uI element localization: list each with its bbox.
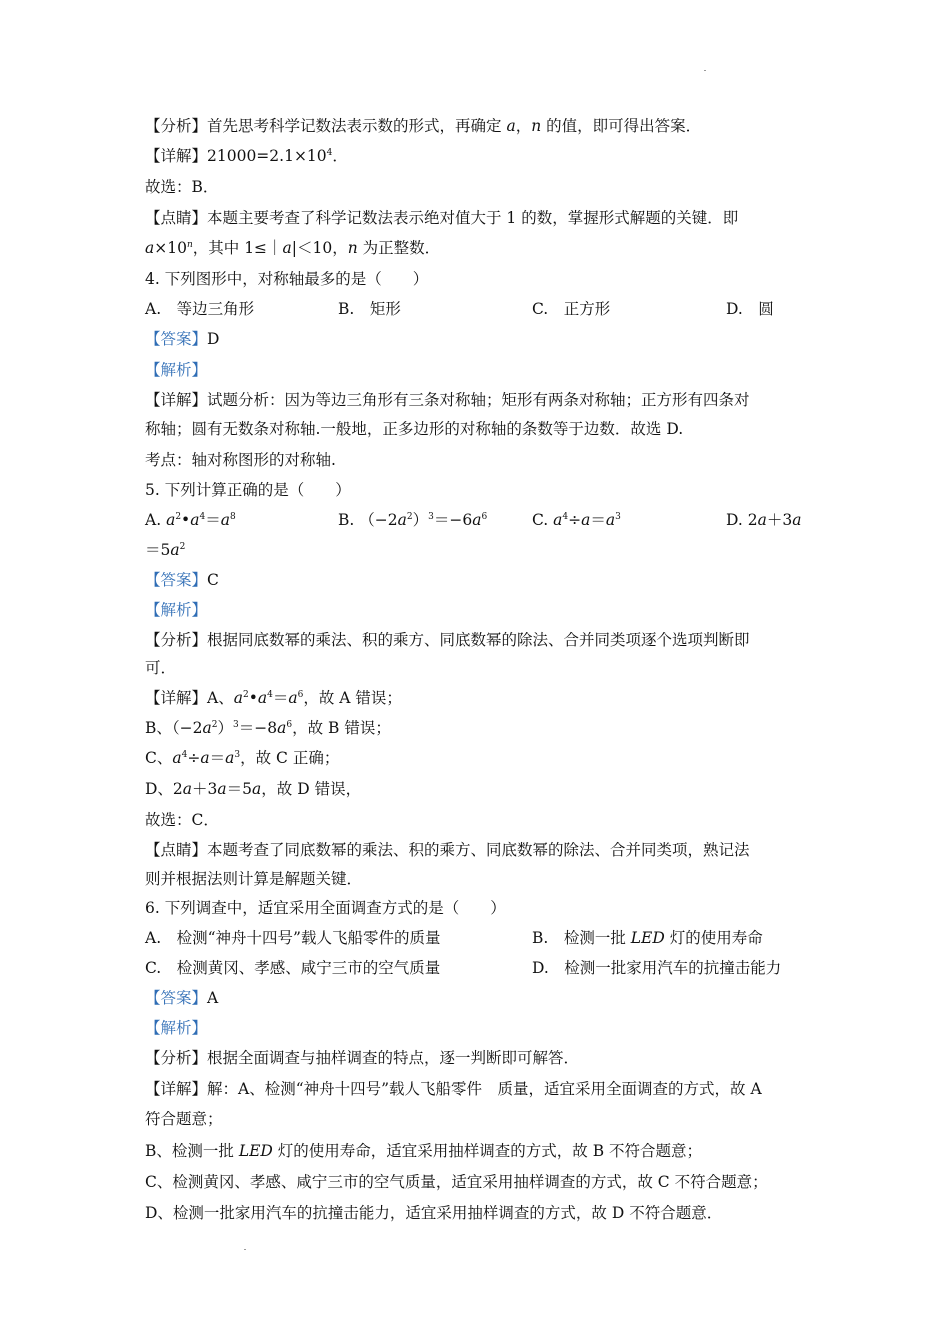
superscript: 3 [615, 512, 621, 522]
text: C. [532, 511, 554, 529]
text: ×10 [154, 239, 187, 257]
detail-b [145, 1140, 702, 1162]
superscript: 3 [234, 750, 241, 760]
answer-line [145, 569, 219, 591]
text: |＜10， [291, 239, 348, 257]
var: n [531, 117, 542, 135]
text: D. 2 [726, 511, 758, 529]
text: • [181, 511, 191, 529]
text: ． [332, 147, 348, 165]
text: • [248, 689, 258, 707]
answer-choice-line: 故选：C． [145, 811, 219, 829]
comment-line-2: 则并根据法则计算是解题关键． [145, 870, 363, 888]
text: 【分析】首先思考科学记数法表示数的形式，再确定 [145, 117, 507, 135]
detail-d: D、检测一批家用汽车的抗撞击能力，适宜采用抽样调查的方式，故 D 不符合题意． [145, 1204, 723, 1222]
detail-b [145, 717, 391, 739]
text: ） [217, 719, 233, 737]
q4-option-a: A. 等边三角形 [145, 300, 255, 318]
detail-line [145, 145, 348, 167]
analysis-line: 【分析】根据同底数幂的乘法、积的乘方、同底数幂的除法、合并同类项逐个选项判断即 [145, 631, 750, 649]
q6-option-d: D. 检测一批家用汽车的抗撞击能力 [532, 959, 782, 977]
detail-c: C、检测黄冈、孝感、咸宁三市的空气质量，适宜采用抽样调查的方式，故 C 不符合题意； [145, 1173, 768, 1191]
var: a [506, 117, 516, 135]
var: a [792, 511, 802, 529]
superscript: 2 [179, 542, 186, 552]
explanation-tag: 【解析】 [145, 361, 208, 379]
superscript: 4 [199, 512, 206, 522]
var: a [257, 689, 268, 707]
explanation-tag: 【解析】 [145, 601, 208, 619]
detail-line-2: 符合题意； [145, 1110, 223, 1128]
superscript: 8 [229, 512, 236, 522]
answer-tag: 【答案】 [145, 571, 208, 589]
question-5: 5. 下列计算正确的是（ ） [145, 481, 351, 499]
var: a [220, 511, 230, 529]
text: ，故 D 错误， [261, 780, 362, 798]
q4-option-c: C. 正方形 [532, 300, 611, 318]
key-point-line: 考点：轴对称图形的对称轴. [145, 451, 336, 469]
text: 的值，即可得出答案． [541, 117, 702, 135]
var: a [277, 719, 287, 737]
superscript: n [186, 240, 193, 250]
text: ＋3 [192, 780, 218, 798]
text: ÷ [187, 749, 201, 767]
text: ÷ [568, 511, 582, 529]
q4-option-d: D. 圆 [726, 300, 774, 318]
text: ＝ [209, 749, 226, 767]
text: 【详解】A、 [145, 689, 234, 707]
superscript: 4 [326, 148, 333, 158]
comment-line: 【点睛】本题主要考查了科学记数法表示绝对值大于 1 的数，掌握形式解题的关键．即 [145, 209, 739, 227]
text: A. [145, 511, 167, 529]
var: a [233, 689, 243, 707]
detail-line: 【详解】解：A、检测“神舟十四号”载人飞船零件 质量，适宜采用全面调查的方式，故 A [145, 1080, 762, 1098]
text: ＝5 [145, 541, 171, 559]
superscript: 2 [242, 690, 249, 700]
var: a [202, 719, 212, 737]
analysis-line [145, 115, 701, 137]
var: a [472, 511, 482, 529]
text: ，故 C 正确； [240, 749, 340, 767]
q5-option-d [726, 509, 801, 531]
text: B. （−2 [338, 511, 398, 529]
answer-tag: 【答案】 [145, 989, 208, 1007]
superscript: 3 [233, 720, 239, 730]
superscript: 4 [562, 512, 569, 522]
answer-choice-line: 故选：B． [145, 178, 219, 196]
var: LED [238, 1142, 273, 1160]
var: a [605, 511, 616, 529]
q5-option-c [532, 509, 621, 531]
question-6: 6. 下列调查中，适宜采用全面调查方式的是（ ） [145, 899, 506, 917]
text: 【详解】21000=2.1×10 [145, 147, 327, 165]
q6-option-b [532, 927, 763, 949]
var: a [581, 511, 591, 529]
q4-option-b: B. 矩形 [338, 300, 401, 318]
answer-value: A [207, 989, 219, 1007]
superscript: 2 [406, 512, 413, 522]
superscript: 4 [181, 750, 188, 760]
comment-line-2 [145, 237, 440, 259]
superscript: 6 [297, 690, 304, 700]
var: a [182, 780, 193, 798]
q5-option-b [338, 509, 487, 531]
detail-c [145, 747, 339, 769]
var: a [217, 780, 227, 798]
text: ＋3 [766, 511, 793, 529]
text: ， [515, 117, 532, 135]
var: n [347, 239, 358, 257]
q6-option-c: C. 检测黄冈、孝感、咸宁三市的空气质量 [145, 959, 441, 977]
var: LED [630, 929, 665, 947]
explanation-tag: 【解析】 [145, 1019, 208, 1037]
detail-line: 【详解】试题分析：因为等边三角形有三条对称轴；矩形有两条对称轴；正方形有四条对 [145, 391, 750, 409]
var: a [288, 689, 298, 707]
superscript: 6 [286, 720, 293, 730]
text: ，其中 1≤｜ [192, 239, 283, 257]
var: a [200, 749, 210, 767]
text: ＝−8 [238, 719, 278, 737]
text: ） [412, 511, 429, 529]
q5-option-d-continued [145, 539, 185, 561]
detail-a [145, 687, 402, 709]
superscript: 6 [481, 512, 488, 522]
analysis-line-2: 可． [145, 659, 177, 677]
superscript: 2 [211, 720, 218, 730]
var: a [553, 511, 563, 529]
detail-d [145, 778, 361, 800]
text: D、2 [145, 780, 183, 798]
text: ＝−6 [433, 511, 473, 529]
var: a [166, 511, 176, 529]
text: ＝5 [226, 780, 253, 798]
comment-line: 【点睛】本题考查了同底数幂的乘法、积的乘方、同底数幂的除法、合并同类项，熟记法 [145, 841, 750, 859]
text: ，故 A 错误； [303, 689, 402, 707]
answer-line [145, 328, 219, 350]
var: a [397, 511, 407, 529]
text: ＝ [590, 511, 606, 529]
answer-tag: 【答案】 [145, 330, 208, 348]
var: a [190, 511, 200, 529]
var: a [145, 239, 155, 257]
text: ＝ [272, 689, 289, 707]
text: ＝ [205, 511, 221, 529]
answer-line [145, 987, 218, 1009]
var: a [170, 541, 180, 559]
var: a [172, 749, 182, 767]
text: 为正整数． [357, 239, 441, 257]
text: ，故 B 错误； [292, 719, 391, 737]
var: a [757, 511, 767, 529]
var: a [282, 239, 292, 257]
q5-option-a [145, 509, 236, 531]
superscript: 3 [428, 512, 434, 522]
text: B、检测一批 [145, 1142, 239, 1160]
q6-option-a: A. 检测“神舟十四号”载人飞船零件的质量 [145, 929, 441, 947]
page-mark [244, 1249, 246, 1250]
answer-value: C [207, 571, 219, 589]
var: a [252, 780, 262, 798]
text: 灯的使用寿命 [664, 929, 763, 947]
detail-line-2: 称轴；圆有无数条对称轴.一般地，正多边形的对称轴的条数等于边数．故选 D. [145, 420, 684, 438]
text: B. 检测一批 [532, 929, 631, 947]
answer-value: D [207, 330, 220, 348]
question-4: 4. 下列图形中，对称轴最多的是（ ） [145, 270, 429, 288]
analysis-line: 【分析】根据全面调查与抽样调查的特点，逐一判断即可解答． [145, 1049, 580, 1067]
page-mark [704, 70, 706, 71]
var: a [225, 749, 235, 767]
text: B、（−2 [145, 719, 203, 737]
superscript: 2 [175, 512, 182, 522]
superscript: 4 [267, 690, 273, 700]
text: 灯的使用寿命，适宜采用抽样调查的方式，故 B 不符合题意； [272, 1142, 703, 1160]
text: C、 [145, 749, 173, 767]
